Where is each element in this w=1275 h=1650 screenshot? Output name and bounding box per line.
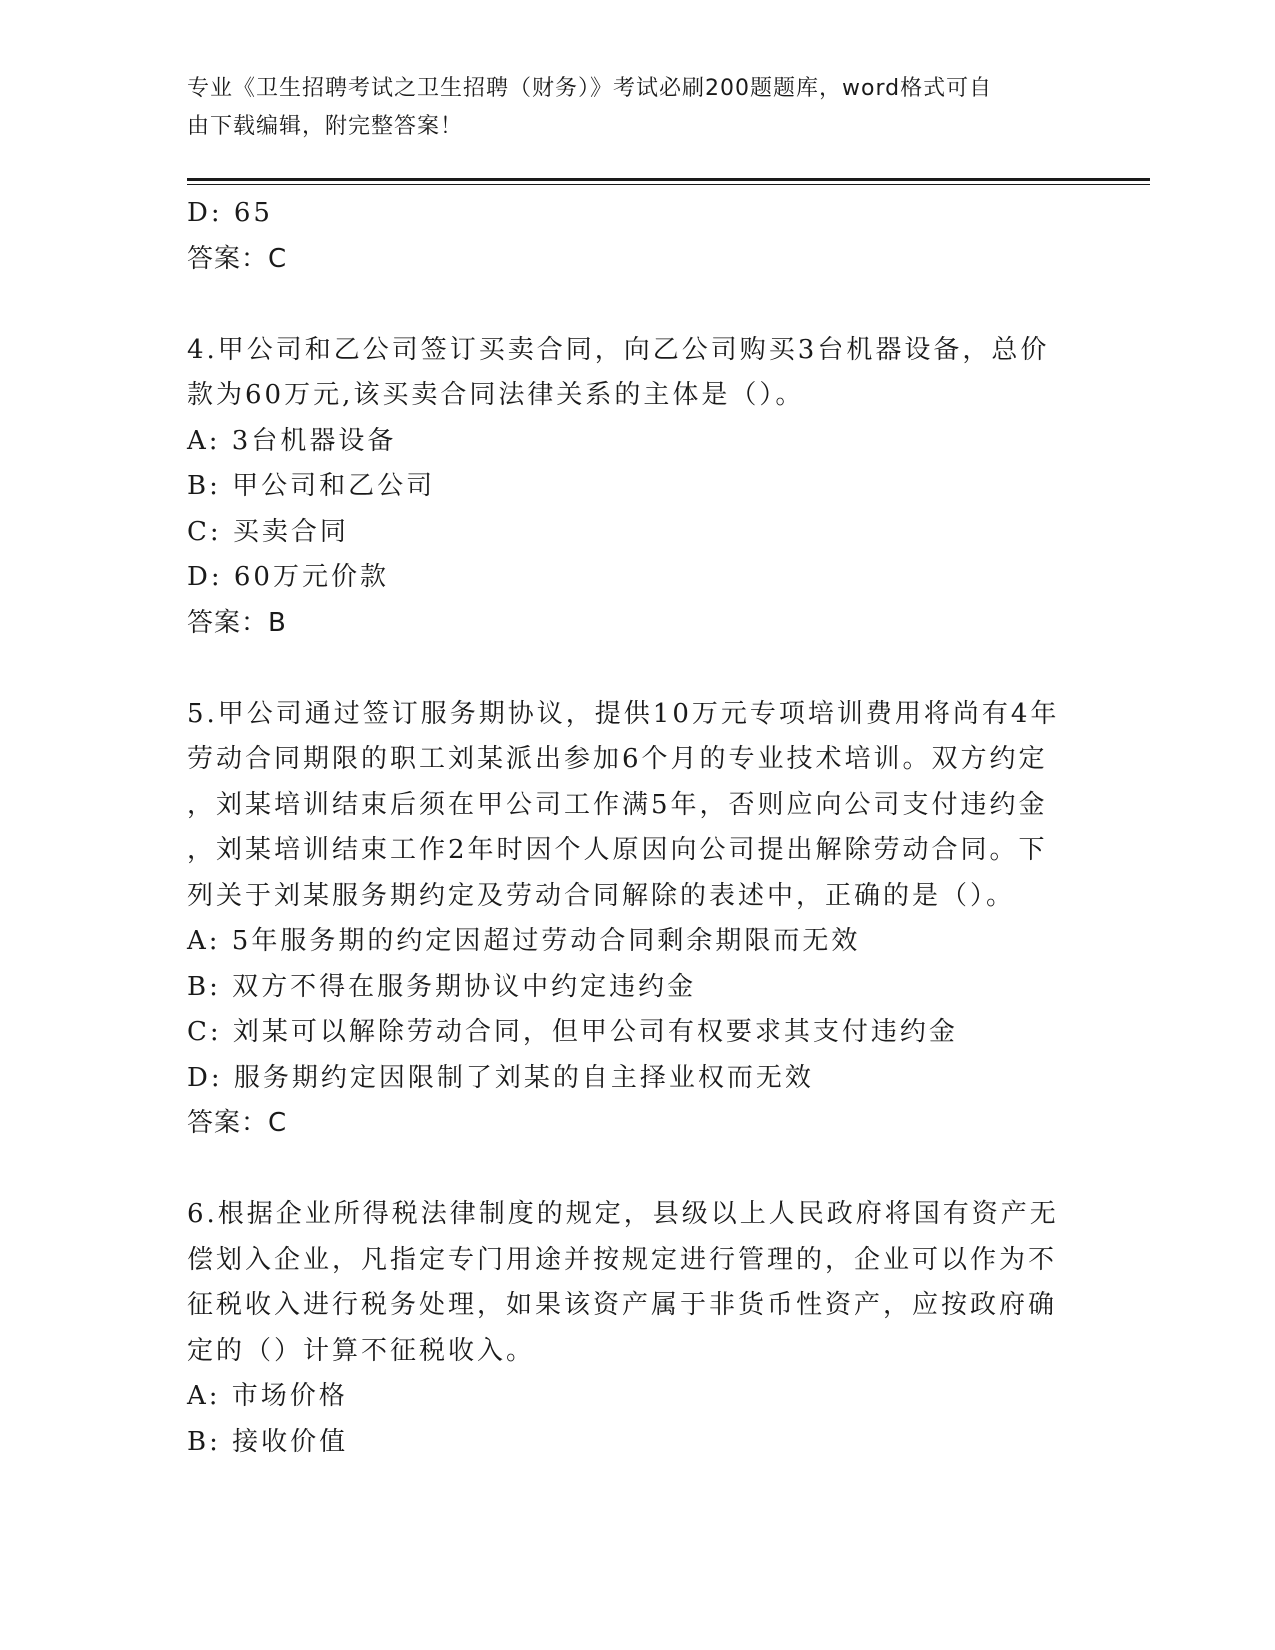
q3-option-d: D: 65: [187, 198, 273, 228]
header-line-2: 由下载编辑，附完整答案！: [187, 114, 464, 139]
document-body: [187, 191, 1087, 1465]
q6-option-b: B: 接收价值: [187, 1426, 349, 1457]
q6-stem-line-1: 6.根据企业所得税法律制度的规定，县级以上人民政府将国有资产无: [187, 1199, 1059, 1229]
q5-stem-line-4: ，刘某培训结束工作2年时因个人原因向公司提出解除劳动合同。下: [187, 835, 1048, 865]
q5-answer: 答案：C: [187, 1108, 288, 1138]
q3-answer: 答案：C: [187, 243, 288, 274]
header-line-1: 专业《卫生招聘考试之卫生招聘（财务）》考试必刷200题题库，word格式可自: [187, 76, 993, 101]
question-4: [187, 328, 1087, 647]
q6-option-a: A: 市场价格: [187, 1381, 348, 1411]
header-rule-thin: [187, 184, 1150, 185]
page-header: [187, 70, 1077, 146]
q5-stem-line-3: ，刘某培训结束后须在甲公司工作满5年，否则应向公司支付违约金: [187, 789, 1048, 820]
q5-stem-line-1: 5.甲公司通过签订服务期协议，提供10万元专项培训费用将尚有4年: [187, 698, 1060, 729]
q4-option-c: C: 买卖合同: [187, 516, 349, 547]
q5-option-a: A: 5年服务期的约定因超过劳动合同剩余期限而无效: [187, 926, 861, 956]
q5-option-d: D: 服务期约定因限制了刘某的自主择业权而无效: [187, 1062, 814, 1093]
q5-option-c: C: 刘某可以解除劳动合同，但甲公司有权要求其支付违约金: [187, 1017, 958, 1047]
q6-stem-line-3: 征税收入进行税务处理，如果该资产属于非货币性资产，应按政府确: [187, 1290, 1058, 1320]
q6-stem: [187, 1192, 1087, 1374]
q4-stem-line-2: 款为60万元,该买卖合同法律关系的主体是（）。: [187, 380, 805, 410]
spacer: [187, 646, 1087, 692]
question-6: [187, 1192, 1087, 1465]
q6-stem-line-4: 定的（）计算不征税收入。: [187, 1335, 536, 1366]
question-3: [187, 191, 1087, 282]
question-5: [187, 692, 1087, 1147]
header-rule-thick: [187, 178, 1150, 181]
q4-answer: 答案：B: [187, 607, 287, 638]
q4-option-b: B: 甲公司和乙公司: [187, 471, 436, 501]
q6-stem-line-2: 偿划入企业，凡指定专门用途并按规定进行管理的，企业可以作为不: [187, 1244, 1058, 1275]
q4-stem-line-1: 4.甲公司和乙公司签订买卖合同，向乙公司购买3台机器设备，总价: [187, 334, 1050, 365]
spacer: [187, 282, 1087, 328]
q5-stem-line-5: 列关于刘某服务期约定及劳动合同解除的表述中，正确的是（）。: [187, 880, 1016, 911]
q5-stem-line-2: 劳动合同期限的职工刘某派出参加6个月的专业技术培训。双方约定: [187, 744, 1048, 774]
q5-stem: [187, 692, 1087, 920]
spacer: [187, 1147, 1087, 1193]
q4-stem: [187, 328, 1087, 419]
q4-option-d: D: 60万元价款: [187, 562, 389, 592]
q4-option-a: A: 3台机器设备: [187, 425, 397, 456]
q5-option-b: B: 双方不得在服务期协议中约定违约金: [187, 971, 697, 1002]
